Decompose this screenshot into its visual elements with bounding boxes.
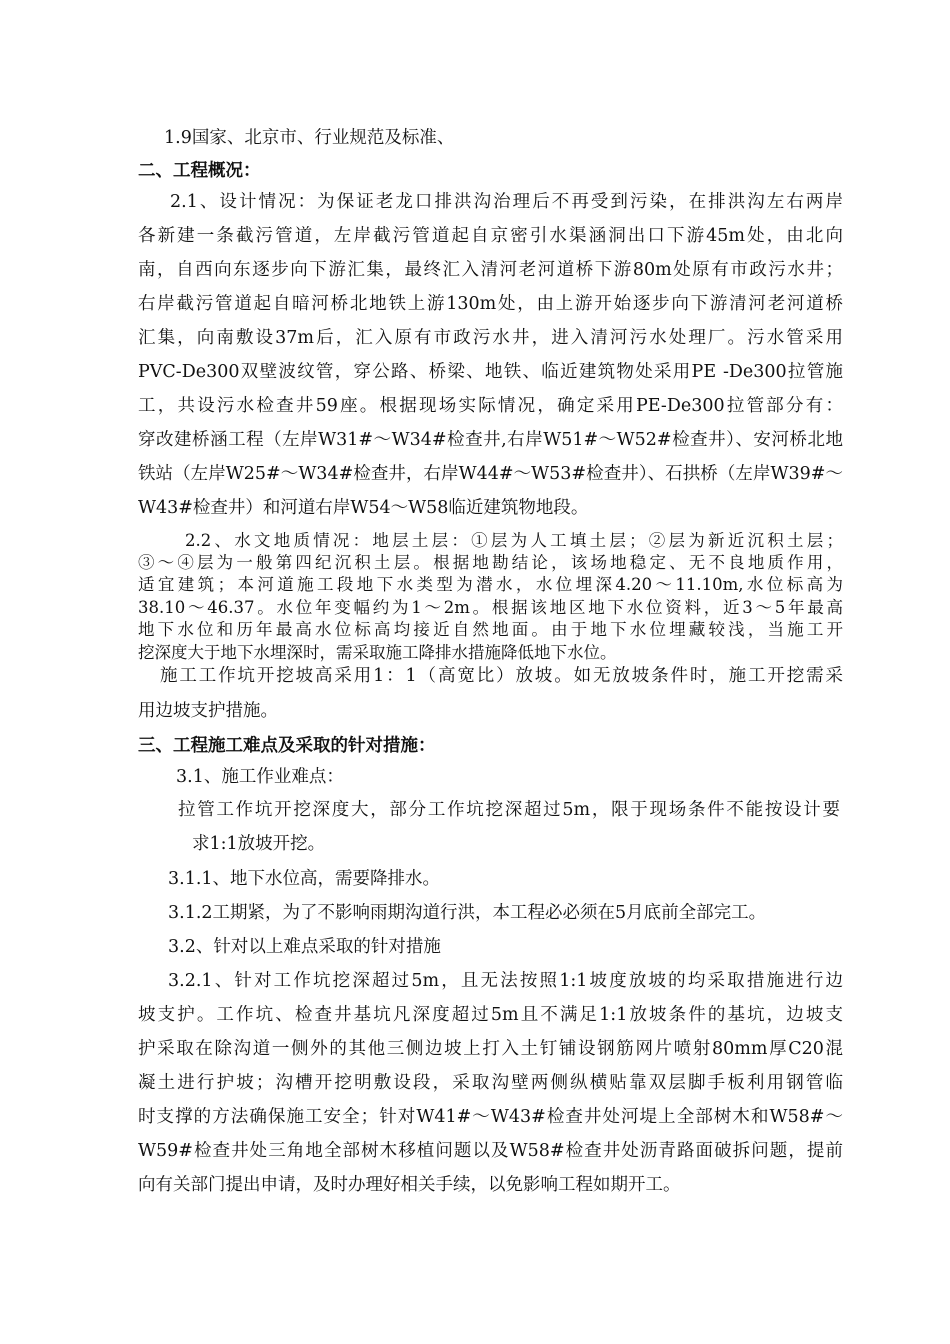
section-3-1-1: 3.1.1、地下水位高，需要降排水。 [168,869,441,889]
para-2-2-line: 适宜建筑；本河道施工段地下水类型为潜水，水位埋深4.20～11.10m,水位标高为 [138,575,843,594]
section-3-2-1-line: 向有关部门提出申请，及时办理好相关手续，以免影响工程如期开工。 [138,1175,681,1195]
heading-difficulties-measures: 三、工程施工难点及采取的针对措施： [138,736,436,756]
para-2-2-line: ③～④层为一般第四纪沉积土层。根据地勘结论，该场地稳定、无不良地质作用， [138,553,843,572]
section-3-2-1-line: 护采取在除沟道一侧外的其他三侧边坡上打入土钉铺设钢筋网片喷射80mm厚C20混 [138,1039,843,1059]
para-2-1-line: W43#检查井）和河道右岸W54～W58临近建筑物地段。 [138,498,589,518]
section-3-2-1-line: 时支撑的方法确保施工安全；针对W41#～W43#检查井处河堤上全部树木和W58#～ [138,1107,843,1127]
para-2-1-line: 右岸截污管道起自暗河桥北地铁上游130m处，由上游开始逐步向下游清河老河道桥 [138,294,843,314]
para-2-2-line: 38.10～46.37。水位年变幅约为1～2m。根据该地区地下水位资料，近3～5年最高 [138,598,843,617]
para-2-1-line: 工，共设污水检查井59座。根据现场实际情况，确定采用PE-De300拉管部分有： [138,396,843,416]
section-3-2-1-line: 坡支护。工作坑、检查井基坑凡深度超过5m且不满足1:1放坡条件的基坑，边坡支 [138,1005,843,1025]
para-2-2-line: 挖深度大于地下水埋深时，需采取施工降排水措施降低地下水位。 [138,643,617,662]
para-2-1-line: 汇集，向南敷设37m后，汇入原有市政污水井，进入清河污水处理厂。污水管采用 [138,328,843,348]
para-2-1-line: 2.1、设计情况：为保证老龙口排洪沟治理后不再受到污染，在排洪沟左右两岸 [170,192,843,212]
section-3-2-1-line: 3.2.1、针对工作坑挖深超过5m，且无法按照1:1坡度放坡的均采取措施进行边 [168,971,843,991]
section-3-1-line: 拉管工作坑开挖深度大，部分工作坑挖深超过5m，限于现场条件不能按设计要 [178,800,840,820]
section-3-1-line: 求1:1放坡开挖。 [192,834,326,854]
slope-paragraph-line: 用边坡支护措施。 [138,701,278,721]
para-2-1-line: 穿改建桥涵工程（左岸W31#～W34#检查井,右岸W51#～W52#检查井）、安河桥北地 [138,430,843,450]
section-3-1-2: 3.1.2工期紧，为了不影响雨期沟道行洪，本工程必必须在5月底前全部完工。 [168,903,767,923]
para-2-1-line: 铁站（左岸W25#～W34#检查井，右岸W44#～W53#检查井）、石拱桥（左岸W39#～ [138,464,843,484]
section-3-1-title: 3.1、施工作业难点： [176,767,344,787]
para-2-1-line: PVC-De300双壁波纹管，穿公路、桥梁、地铁、临近建筑物处采用PE -De300拉管施 [138,362,843,382]
heading-engineering-overview: 二、工程概况： [138,161,261,181]
para-2-1-line: 南，自西向东逐步向下游汇集，最终汇入清河老河道桥下游80m处原有市政污水井； [138,260,843,280]
para-2-2-line: 地下水位和历年最高水位标高均接近自然地面。由于地下水位埋藏较浅，当施工开 [138,620,843,639]
slope-paragraph-line: 施工工作坑开挖坡高采用1：1（高宽比）放坡。如无放坡条件时，施工开挖需采 [160,666,843,686]
para-2-2-line: 2.2、水文地质情况：地层土层：①层为人工填土层；②层为新近沉积土层； [185,531,843,550]
section-1-9-line: 1.9国家、北京市、行业规范及标准、 [164,128,455,148]
section-3-2-title: 3.2、针对以上难点采取的针对措施 [168,937,441,957]
section-3-2-1-line: 凝土进行护坡；沟槽开挖明敷设段，采取沟壁两侧纵横贴靠双层脚手板利用钢管临 [138,1073,843,1093]
para-2-1-line: 各新建一条截污管道，左岸截污管道起自京密引水渠涵洞出口下游45m处，由北向 [138,226,843,246]
section-3-2-1-line: W59#检查井处三角地全部树木移植问题以及W58#检查井处沥青路面破拆问题，提前 [138,1141,843,1161]
